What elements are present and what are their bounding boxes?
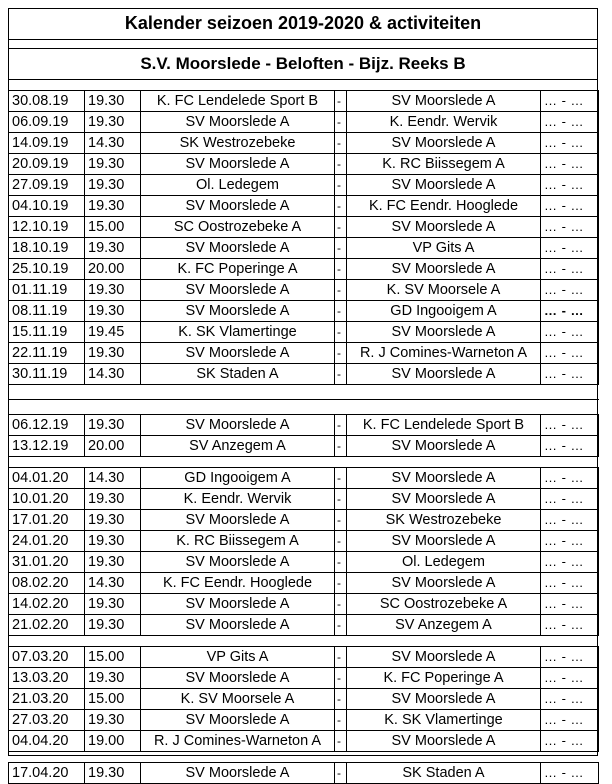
match-row <box>9 175 599 196</box>
away-team: SC Oostrozebeke A <box>347 594 541 615</box>
home-team: K. FC Eendr. Hooglede <box>141 573 335 594</box>
match-row <box>9 689 599 710</box>
match-row <box>9 594 599 615</box>
score-placeholder: … - … <box>541 322 599 343</box>
score-placeholder: … - … <box>541 238 599 259</box>
match-row <box>9 343 599 364</box>
home-team: SV Moorslede A <box>141 510 335 531</box>
home-team: SV Moorslede A <box>141 552 335 573</box>
spacer-cell <box>9 457 599 468</box>
home-team: SV Moorslede A <box>141 594 335 615</box>
score-placeholder: … - … <box>541 112 599 133</box>
match-row <box>9 615 599 636</box>
away-team: VP Gits A <box>347 238 541 259</box>
spacer-row <box>9 457 599 468</box>
score-placeholder: … - … <box>541 573 599 594</box>
match-time: 20.00 <box>85 259 141 280</box>
match-row <box>9 91 599 112</box>
score-placeholder: … - … <box>541 510 599 531</box>
match-date: 01.11.19 <box>9 280 85 301</box>
versus-separator: - <box>335 510 347 531</box>
match-row <box>9 668 599 689</box>
away-team: SV Moorslede A <box>347 731 541 752</box>
team-subtitle: S.V. Moorslede - Beloften - Bijz. Reeks B <box>8 48 598 80</box>
versus-separator: - <box>335 196 347 217</box>
versus-separator: - <box>335 436 347 457</box>
home-team: SV Moorslede A <box>141 615 335 636</box>
home-team: K. RC Biissegem A <box>141 531 335 552</box>
versus-separator: - <box>335 668 347 689</box>
score-placeholder: … - … <box>541 415 599 436</box>
home-team: VP Gits A <box>141 647 335 668</box>
away-team: K. FC Lendelede Sport B <box>347 415 541 436</box>
home-team: SV Moorslede A <box>141 280 335 301</box>
spacer-row <box>9 385 599 400</box>
spacer-row <box>9 636 599 647</box>
match-time: 19.30 <box>85 510 141 531</box>
home-team: SV Moorslede A <box>141 112 335 133</box>
score-placeholder: … - … <box>541 647 599 668</box>
home-team: SV Anzegem A <box>141 436 335 457</box>
versus-separator: - <box>335 322 347 343</box>
score-placeholder: … - … <box>541 133 599 154</box>
match-date: 31.01.20 <box>9 552 85 573</box>
match-row <box>9 489 599 510</box>
match-date: 17.04.20 <box>9 763 85 784</box>
score-placeholder: … - … <box>541 710 599 731</box>
home-team: SV Moorslede A <box>141 301 335 322</box>
score-placeholder: … - … <box>541 301 599 322</box>
home-team: K. SK Vlamertinge <box>141 322 335 343</box>
versus-separator: - <box>335 573 347 594</box>
versus-separator: - <box>335 217 347 238</box>
match-date: 30.11.19 <box>9 364 85 385</box>
match-date: 27.03.20 <box>9 710 85 731</box>
versus-separator: - <box>335 415 347 436</box>
match-row <box>9 763 599 784</box>
score-placeholder: … - … <box>541 552 599 573</box>
home-team: SV Moorslede A <box>141 710 335 731</box>
home-team: SV Moorslede A <box>141 343 335 364</box>
score-placeholder: … - … <box>541 280 599 301</box>
match-date: 10.01.20 <box>9 489 85 510</box>
home-team: GD Ingooigem A <box>141 468 335 489</box>
match-time: 19.30 <box>85 154 141 175</box>
score-placeholder: … - … <box>541 91 599 112</box>
away-team: K. FC Eendr. Hooglede <box>347 196 541 217</box>
match-time: 19.30 <box>85 343 141 364</box>
match-row <box>9 436 599 457</box>
score-placeholder: … - … <box>541 594 599 615</box>
match-date: 27.09.19 <box>9 175 85 196</box>
score-placeholder: … - … <box>541 259 599 280</box>
spacer-row <box>9 400 599 415</box>
away-team: Ol. Ledegem <box>347 552 541 573</box>
versus-separator: - <box>335 175 347 196</box>
home-team: R. J Comines-Warneton A <box>141 731 335 752</box>
match-row <box>9 710 599 731</box>
away-team: SV Moorslede A <box>347 217 541 238</box>
match-date: 13.12.19 <box>9 436 85 457</box>
away-team: K. Eendr. Wervik <box>347 112 541 133</box>
match-time: 19.45 <box>85 322 141 343</box>
match-time: 19.30 <box>85 112 141 133</box>
versus-separator: - <box>335 91 347 112</box>
versus-separator: - <box>335 647 347 668</box>
home-team: SK Westrozebeke <box>141 133 335 154</box>
score-placeholder: … - … <box>541 154 599 175</box>
match-date: 25.10.19 <box>9 259 85 280</box>
away-team: SV Moorslede A <box>347 436 541 457</box>
spacer-cell <box>9 752 599 763</box>
match-date: 21.02.20 <box>9 615 85 636</box>
match-time: 19.30 <box>85 301 141 322</box>
match-row <box>9 217 599 238</box>
match-time: 15.00 <box>85 689 141 710</box>
home-team: SV Moorslede A <box>141 415 335 436</box>
score-placeholder: … - … <box>541 217 599 238</box>
versus-separator: - <box>335 112 347 133</box>
match-row <box>9 196 599 217</box>
match-row <box>9 415 599 436</box>
match-row <box>9 301 599 322</box>
score-placeholder: … - … <box>541 436 599 457</box>
match-time: 20.00 <box>85 436 141 457</box>
versus-separator: - <box>335 763 347 784</box>
away-team: SV Moorslede A <box>347 91 541 112</box>
match-row <box>9 510 599 531</box>
away-team: SV Moorslede A <box>347 364 541 385</box>
versus-separator: - <box>335 133 347 154</box>
match-date: 15.11.19 <box>9 322 85 343</box>
spacer-cell <box>9 636 599 647</box>
versus-separator: - <box>335 154 347 175</box>
away-team: SV Moorslede A <box>347 689 541 710</box>
score-placeholder: … - … <box>541 343 599 364</box>
match-date: 06.09.19 <box>9 112 85 133</box>
home-team: SV Moorslede A <box>141 154 335 175</box>
match-time: 19.30 <box>85 238 141 259</box>
away-team: SV Moorslede A <box>347 322 541 343</box>
away-team: K. FC Poperinge A <box>347 668 541 689</box>
match-date: 22.11.19 <box>9 343 85 364</box>
match-row <box>9 259 599 280</box>
match-row <box>9 364 599 385</box>
page-title: Kalender seizoen 2019-2020 & activiteiten <box>8 8 598 40</box>
spacer-row <box>9 752 599 763</box>
match-time: 19.30 <box>85 668 141 689</box>
match-time: 14.30 <box>85 364 141 385</box>
match-time: 19.00 <box>85 731 141 752</box>
score-placeholder: … - … <box>541 668 599 689</box>
home-team: SV Moorslede A <box>141 238 335 259</box>
match-time: 19.30 <box>85 615 141 636</box>
match-time: 15.00 <box>85 647 141 668</box>
match-time: 19.30 <box>85 175 141 196</box>
versus-separator: - <box>335 615 347 636</box>
match-row <box>9 238 599 259</box>
away-team: SV Moorslede A <box>347 647 541 668</box>
match-date: 30.08.19 <box>9 91 85 112</box>
match-time: 19.30 <box>85 710 141 731</box>
versus-separator: - <box>335 343 347 364</box>
match-date: 13.03.20 <box>9 668 85 689</box>
away-team: K. SK Vlamertinge <box>347 710 541 731</box>
versus-separator: - <box>335 552 347 573</box>
away-team: SV Moorslede A <box>347 259 541 280</box>
match-time: 14.30 <box>85 468 141 489</box>
match-row <box>9 573 599 594</box>
match-date: 04.10.19 <box>9 196 85 217</box>
score-placeholder: … - … <box>541 531 599 552</box>
away-team: SV Moorslede A <box>347 175 541 196</box>
match-time: 14.30 <box>85 573 141 594</box>
match-schedule-body <box>9 91 599 784</box>
versus-separator: - <box>335 301 347 322</box>
away-team: K. RC Biissegem A <box>347 154 541 175</box>
match-row <box>9 112 599 133</box>
away-team: SV Moorslede A <box>347 489 541 510</box>
match-schedule-table <box>8 90 599 784</box>
versus-separator: - <box>335 489 347 510</box>
spacer-cell <box>9 385 599 400</box>
away-team: K. SV Moorsele A <box>347 280 541 301</box>
home-team: K. SV Moorsele A <box>141 689 335 710</box>
match-time: 19.30 <box>85 594 141 615</box>
match-date: 20.09.19 <box>9 154 85 175</box>
match-time: 19.30 <box>85 763 141 784</box>
versus-separator: - <box>335 238 347 259</box>
score-placeholder: … - … <box>541 468 599 489</box>
score-placeholder: … - … <box>541 731 599 752</box>
home-team: SV Moorslede A <box>141 196 335 217</box>
away-team: SV Moorslede A <box>347 531 541 552</box>
match-time: 15.00 <box>85 217 141 238</box>
away-team: SK Westrozebeke <box>347 510 541 531</box>
match-row <box>9 154 599 175</box>
away-team: SV Anzegem A <box>347 615 541 636</box>
score-placeholder: … - … <box>541 196 599 217</box>
match-row <box>9 322 599 343</box>
match-row <box>9 647 599 668</box>
versus-separator: - <box>335 259 347 280</box>
match-time: 19.30 <box>85 552 141 573</box>
home-team: K. FC Poperinge A <box>141 259 335 280</box>
away-team: SV Moorslede A <box>347 468 541 489</box>
match-time: 19.30 <box>85 280 141 301</box>
match-time: 19.30 <box>85 489 141 510</box>
match-row <box>9 468 599 489</box>
away-team: R. J Comines-Warneton A <box>347 343 541 364</box>
score-placeholder: … - … <box>541 489 599 510</box>
match-time: 19.30 <box>85 91 141 112</box>
away-team: SV Moorslede A <box>347 133 541 154</box>
home-team: SV Moorslede A <box>141 668 335 689</box>
match-time: 14.30 <box>85 133 141 154</box>
versus-separator: - <box>335 731 347 752</box>
versus-separator: - <box>335 280 347 301</box>
match-date: 08.02.20 <box>9 573 85 594</box>
home-team: SV Moorslede A <box>141 763 335 784</box>
away-team: SV Moorslede A <box>347 573 541 594</box>
match-time: 19.30 <box>85 415 141 436</box>
spacer-cell <box>9 400 599 415</box>
versus-separator: - <box>335 710 347 731</box>
versus-separator: - <box>335 531 347 552</box>
match-time: 19.30 <box>85 196 141 217</box>
match-date: 14.02.20 <box>9 594 85 615</box>
match-date: 18.10.19 <box>9 238 85 259</box>
score-placeholder: … - … <box>541 615 599 636</box>
score-placeholder: … - … <box>541 175 599 196</box>
versus-separator: - <box>335 594 347 615</box>
versus-separator: - <box>335 364 347 385</box>
match-date: 14.09.19 <box>9 133 85 154</box>
score-placeholder: … - … <box>541 689 599 710</box>
versus-separator: - <box>335 468 347 489</box>
score-placeholder: … - … <box>541 364 599 385</box>
away-team: GD Ingooigem A <box>347 301 541 322</box>
score-placeholder: … - … <box>541 763 599 784</box>
versus-separator: - <box>335 689 347 710</box>
match-date: 12.10.19 <box>9 217 85 238</box>
home-team: SC Oostrozebeke A <box>141 217 335 238</box>
home-team: K. FC Lendelede Sport B <box>141 91 335 112</box>
match-row <box>9 552 599 573</box>
away-team: SK Staden A <box>347 763 541 784</box>
match-date: 07.03.20 <box>9 647 85 668</box>
home-team: Ol. Ledegem <box>141 175 335 196</box>
match-time: 19.30 <box>85 531 141 552</box>
match-date: 06.12.19 <box>9 415 85 436</box>
match-row <box>9 731 599 752</box>
match-date: 21.03.20 <box>9 689 85 710</box>
match-date: 04.04.20 <box>9 731 85 752</box>
home-team: SK Staden A <box>141 364 335 385</box>
match-row <box>9 280 599 301</box>
match-date: 04.01.20 <box>9 468 85 489</box>
match-date: 08.11.19 <box>9 301 85 322</box>
match-date: 17.01.20 <box>9 510 85 531</box>
match-date: 24.01.20 <box>9 531 85 552</box>
home-team: K. Eendr. Wervik <box>141 489 335 510</box>
match-row <box>9 531 599 552</box>
match-row <box>9 133 599 154</box>
